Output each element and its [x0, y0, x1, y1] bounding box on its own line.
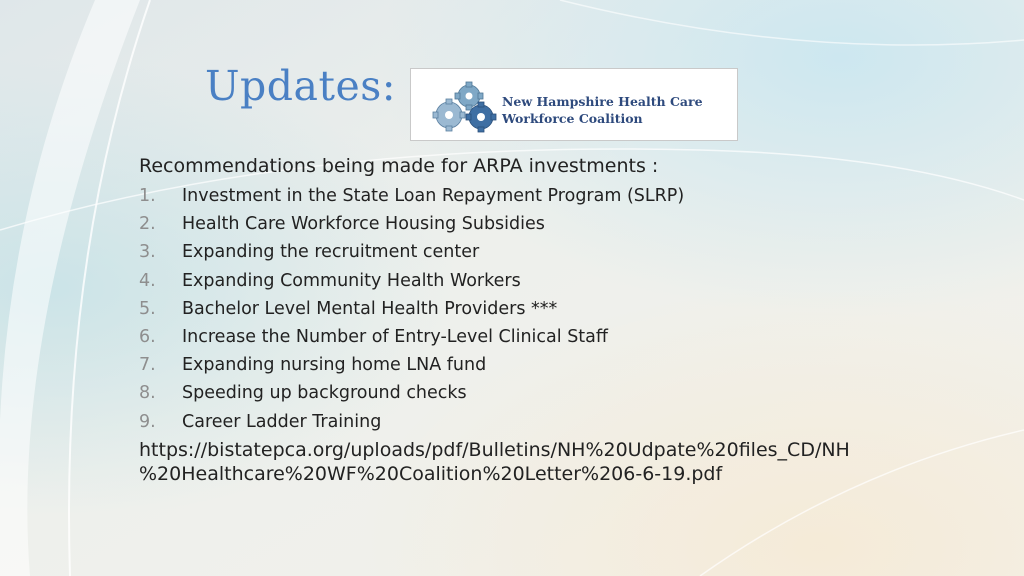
- list-item: [139, 182, 999, 210]
- list-item: [139, 323, 999, 351]
- list-number: 4.: [139, 270, 156, 291]
- list-item-text: Speeding up background checks: [182, 383, 467, 404]
- logo-text: [502, 93, 703, 127]
- list-item: [139, 267, 999, 295]
- list-item-text: Expanding nursing home LNA fund: [182, 355, 487, 376]
- list-item: [139, 238, 999, 266]
- logo-line-2: Workforce Coalition: [502, 111, 643, 126]
- gears-icon: [431, 77, 511, 137]
- list-item: [139, 408, 999, 436]
- list-item: [139, 210, 999, 238]
- list-number: 7.: [139, 355, 156, 376]
- list-item: [139, 295, 999, 323]
- source-link[interactable]: [139, 438, 939, 486]
- list-number: 1.: [139, 186, 156, 206]
- list-item-text: Health Care Workforce Housing Subsidies: [182, 214, 545, 235]
- slide-content: [139, 152, 999, 486]
- source-link-line-2[interactable]: %20Healthcare%20WF%20Coalition%20Letter%206-6-19.pdf: [139, 462, 723, 485]
- list-item-text: Expanding the recruitment center: [182, 242, 480, 263]
- list-item-text: Career Ladder Training: [182, 411, 382, 432]
- list-number: 6.: [139, 327, 156, 348]
- list-number: 9.: [139, 411, 156, 432]
- recommendations-list: [139, 182, 999, 436]
- logo-line-1: New Hampshire Health Care: [502, 94, 703, 109]
- list-item-text: Expanding Community Health Workers: [182, 270, 521, 291]
- list-number: 5.: [139, 298, 156, 319]
- source-link-line-1[interactable]: https://bistatepca.org/uploads/pdf/Bulletins/NH%20Udpate%20files_CD/NH: [139, 438, 850, 461]
- list-item: [139, 379, 999, 407]
- intro-text: Recommendations being made for ARPA investments :: [139, 155, 659, 177]
- list-number: 3.: [139, 242, 156, 263]
- list-item-text: Increase the Number of Entry-Level Clinical Staff: [182, 327, 608, 348]
- coalition-logo: [410, 68, 738, 141]
- slide-title: Updates:: [205, 62, 397, 110]
- list-number: 8.: [139, 383, 156, 404]
- list-item: [139, 351, 999, 379]
- list-item-text: Bachelor Level Mental Health Providers ***: [182, 298, 558, 319]
- list-number: 2.: [139, 214, 156, 235]
- list-item-text: Investment in the State Loan Repayment Program (SLRP): [182, 186, 685, 206]
